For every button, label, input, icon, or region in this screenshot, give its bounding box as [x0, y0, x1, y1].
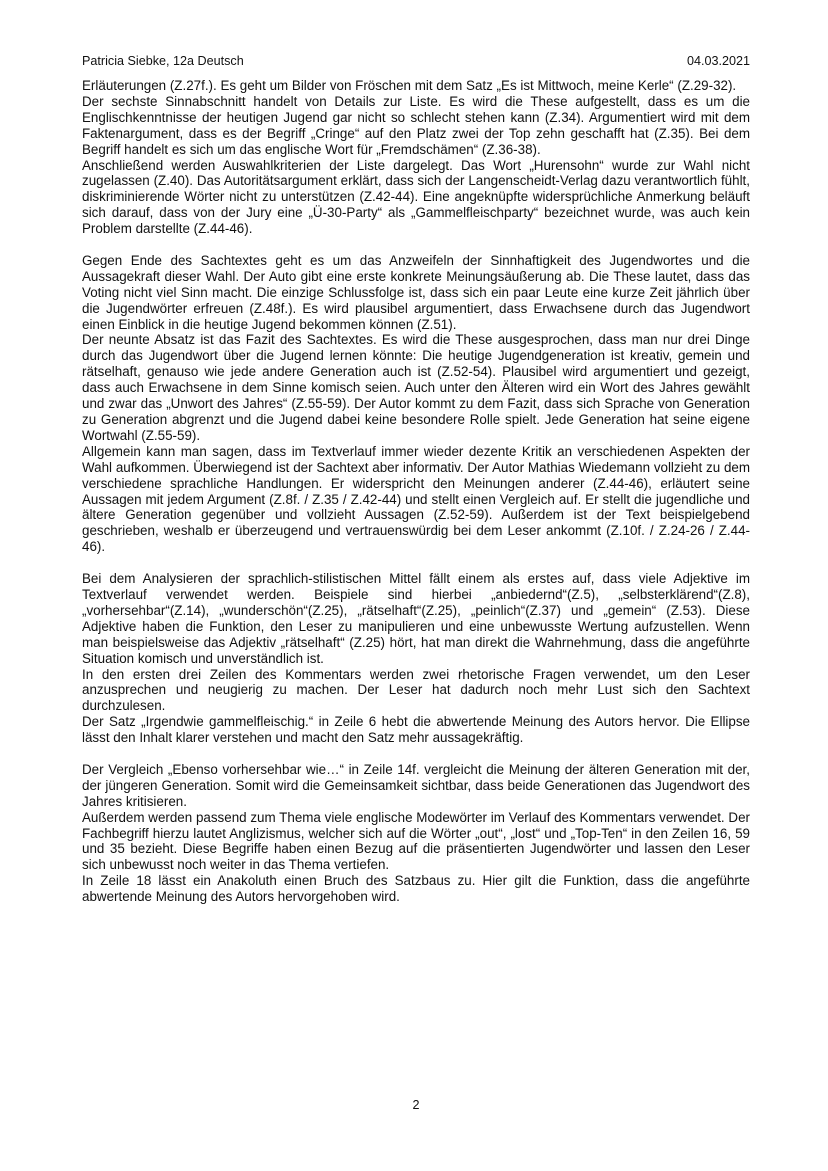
paragraph: Außerdem werden passend zum Thema viele englische Modewörter im Verlauf des Kommentars verwendet. Der Fachbegriff hierzu lautet Anglizismus, welcher sich auf die Wörter „out“, „lost“ und „Top-Ten“ in den Zeilen 16, 59 und 35 bezieht. Diese Begriffe haben einen Bezug auf die präsentierten Jugendwörter und lassen den Leser sich unbewusst noch weiter in das Thema vertiefen. — [82, 809, 750, 873]
author-class-label: Patricia Siebke, 12a Deutsch — [82, 54, 244, 68]
paragraph: In Zeile 18 lässt ein Anakoluth einen Bruch des Satzbaus zu. Hier gilt die Funktion, dass die angeführte abwertende Meinung des Autors hervorgehoben wird. — [82, 873, 750, 905]
page-footer — [82, 1097, 750, 1113]
paragraph: Anschließend werden Auswahlkriterien der Liste dargelegt. Das Wort „Hurensohn“ wurde zur Wahl nicht zugelassen (Z.40). Das Autoritätsargument erklärt, dass sich der Langenscheidt-Verlag dazu verantwortlich fühlt, diskriminierende Wörter nicht zu unterstützen (Z.42-44). Eine angeknüpfte widersprüchliche Anmerkung beläuft sich darauf, dass von der Jury eine „Ü-30-Party“ als „Gammelfleischparty“ bezeichnet wurde, was auch kein Problem darstellte (Z.44-46). — [82, 157, 750, 237]
paragraph: In den ersten drei Zeilen des Kommentars werden zwei rhetorische Fragen verwendet, um den Leser anzusprechen und neugierig zu machen. Der Leser hat dadurch noch mehr Lust sich den Sachtext durchzulesen. — [82, 666, 750, 714]
paragraph: Der Satz „Irgendwie gammelfleischig.“ in Zeile 6 hebt die abwertende Meinung des Autors hervor. Die Ellipse lässt den Inhalt klarer verstehen und macht den Satz mehr aussagekräftig. — [82, 714, 750, 746]
paragraph: Der sechste Sinnabschnitt handelt von Details zur Liste. Es wird die These aufgestellt, dass es um die Englischkenntnisse der heutigen Jugend gar nicht so schlecht stehen kann (Z.34). Argumentiert wird mit dem Faktenargument, dass es der Begriff „Cringe“ auf den Platz zwei der Top zehn geschafft hat (Z.35). Bei dem Begriff handelt es sich um das englische Wort für „Fremdschämen“ (Z.36-38). — [82, 93, 750, 157]
paragraph: Der neunte Absatz ist das Fazit des Sachtextes. Es wird die These ausgesprochen, dass man nur drei Dinge durch das Jugendwort über die Jugend lernen könnte: Die heutige Jugendgeneration ist kreativ, gemein und rätselhaft, genauso wie jede andere Generation auch ist (Z.52-54). Plausibel wird argumentiert und gezeigt, dass auch Erwachsene in dem Sinne komisch seien. Auch unter den Älteren wird ein Wort des Jahres gewählt und zwar das „Unwort des Jahres“ (Z.55-59). Der Autor kommt zu dem Fazit, dass sich Sprache von Generation zu Generation abgrenzt und die Jugend dabei keine besondere Rolle spielt. Jede Generation hat seine eigene Wortwahl (Z.55-59). — [82, 332, 750, 443]
paragraph: Bei dem Analysieren der sprachlich-stilistischen Mittel fällt einem als erstes auf, dass viele Adjektive im Textverlauf verwendet werden. Beispiele sind hierbei „anbiedernd“(Z.5), „selbsterklärend“(Z.8), „vorhersehbar“(Z.14), „wunderschön“(Z.25), „rätselhaft“(Z.25), „peinlich“(Z.37) und „gemein“ (Z.53). Diese Adjektive haben die Funktion, den Leser zu manipulieren und eine unbewusste Wertung aufzustellen. Wenn man beispielsweise das Adjektiv „rätselhaft“ (Z.25) hört, hat man direkt die Wahrnehmung, dass die angeführte Situation komisch und unverständlich ist. — [82, 571, 750, 666]
page-number: 2 — [412, 1098, 420, 1112]
paragraph: Gegen Ende des Sachtextes geht es um das Anzweifeln der Sinnhaftigkeit des Jugendwortes und die Aussagekraft dieser Wahl. Der Auto gibt eine erste konkrete Meinungsäußerung ab. Die These lautet, dass das Voting nicht viel Sinn macht. Die einzige Schlussfolge ist, dass sich ein paar Leute eine kurze Zeit jährlich über die Jugendwörter erfreuen (Z.48f.). Es wird plausibel argumentiert, dass Erwachsene durch das Jugendwort einen Einblick in die heutige Jugend bekommen können (Z.51). — [82, 252, 750, 332]
paragraph: Allgemein kann man sagen, dass im Textverlauf immer wieder dezente Kritik an verschiedenen Aspekten der Wahl aufkommen. Überwiegend ist der Sachtext aber informativ. Der Autor Mathias Wiedemann vollzieht zu dem verschiedene sprachliche Handlungen. Er widerspricht den Meinungen anderer (Z.44-46), erläutert seine Aussagen mit jedem Argument (Z.8f. / Z.35 / Z.42-44) und stellt einen Vergleich auf. Er stellt die jugendliche und ältere Generation gegenüber und vollzieht Aussagen (Z.52-59). Außerdem ist der Text beispielgebend geschrieben, weshalb er überzeugend und vertrauenswürdig bei dem Leser ankommt (Z.10f. / Z.24-26 / Z.44-46). — [82, 443, 750, 555]
document-page — [82, 0, 750, 1171]
paragraph: Erläuterungen (Z.27f.). Es geht um Bilder von Fröschen mit dem Satz „Es ist Mittwoch, meine Kerle“ (Z.29-32). — [82, 78, 737, 93]
paragraph: Der Vergleich „Ebenso vorhersehbar wie…“ in Zeile 14f. vergleicht die Meinung der älteren Generation mit der, der jüngeren Generation. Somit wird die Gemeinsamkeit sichtbar, dass beide Generationen das Jugendwort des Jahres kritisieren. — [82, 761, 750, 809]
date-label: 04.03.2021 — [686, 54, 750, 68]
document-body — [82, 78, 750, 905]
